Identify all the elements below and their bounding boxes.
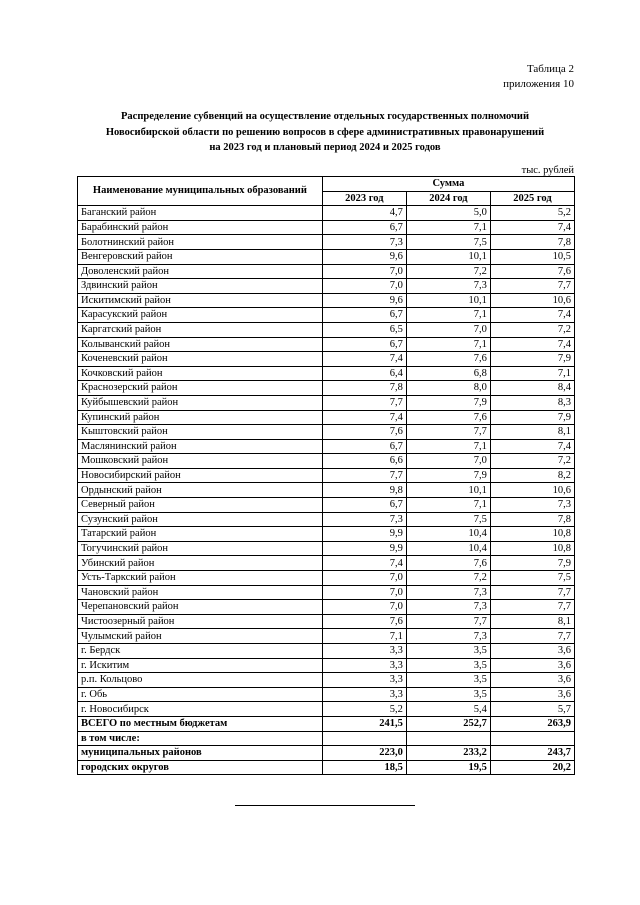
value-2023: 18,5 — [322, 760, 406, 775]
value-2024: 7,1 — [406, 220, 490, 235]
value-2025: 3,6 — [490, 644, 574, 659]
value-2025: 7,9 — [490, 410, 574, 425]
value-2023: 7,4 — [322, 556, 406, 571]
value-2023: 9,8 — [322, 483, 406, 498]
row-name: Кыштовский район — [78, 425, 323, 440]
row-name: Тогучинский район — [78, 541, 323, 556]
table-reference — [503, 62, 574, 92]
value-2025 — [490, 731, 574, 746]
row-name: г. Новосибирск — [78, 702, 323, 717]
value-2023: 3,3 — [322, 673, 406, 688]
value-2023: 9,9 — [322, 541, 406, 556]
row-name: Болотнинский район — [78, 235, 323, 250]
value-2024: 3,5 — [406, 687, 490, 702]
value-2024: 7,5 — [406, 235, 490, 250]
value-2025: 7,2 — [490, 454, 574, 469]
table-row — [78, 600, 575, 615]
value-2023: 241,5 — [322, 716, 406, 731]
row-name: Каргатский район — [78, 322, 323, 337]
table-row — [78, 585, 575, 600]
subsidy-table — [77, 176, 575, 775]
value-2023: 7,0 — [322, 571, 406, 586]
value-2023: 6,6 — [322, 454, 406, 469]
row-name: Карасукский район — [78, 308, 323, 323]
row-name: Куйбышевский район — [78, 395, 323, 410]
column-header-2024: 2024 год — [406, 191, 490, 206]
value-2025: 5,2 — [490, 206, 574, 221]
value-2023: 9,6 — [322, 293, 406, 308]
table-row — [78, 454, 575, 469]
value-2024: 7,2 — [406, 571, 490, 586]
value-2025: 7,5 — [490, 571, 574, 586]
value-2023: 7,4 — [322, 410, 406, 425]
value-2023: 7,1 — [322, 629, 406, 644]
appendix-number: приложения 10 — [503, 78, 574, 90]
table-body — [78, 206, 575, 775]
value-2024: 10,1 — [406, 483, 490, 498]
value-2025: 7,9 — [490, 352, 574, 367]
column-header-2023: 2023 год — [322, 191, 406, 206]
column-header-2025: 2025 год — [490, 191, 574, 206]
units-label: тыс. рублей — [521, 165, 574, 176]
table-row — [78, 702, 575, 717]
value-2023: 7,0 — [322, 264, 406, 279]
footnote-divider — [235, 805, 415, 806]
value-2024: 3,5 — [406, 658, 490, 673]
value-2025: 7,7 — [490, 585, 574, 600]
row-name: Купинский район — [78, 410, 323, 425]
value-2025: 3,6 — [490, 658, 574, 673]
table-row — [78, 249, 575, 264]
table-row — [78, 468, 575, 483]
row-name: р.п. Кольцово — [78, 673, 323, 688]
value-2024: 7,1 — [406, 308, 490, 323]
value-2025: 7,3 — [490, 498, 574, 513]
value-2024: 19,5 — [406, 760, 490, 775]
row-name: в том числе: — [78, 731, 323, 746]
column-header-sum: Сумма — [322, 177, 574, 192]
value-2024: 7,2 — [406, 264, 490, 279]
row-name: Коченевский район — [78, 352, 323, 367]
value-2023: 6,7 — [322, 308, 406, 323]
row-name: муниципальных районов — [78, 746, 323, 761]
value-2024: 7,3 — [406, 600, 490, 615]
value-2023: 7,8 — [322, 381, 406, 396]
row-name: Черепановский район — [78, 600, 323, 615]
value-2025: 10,5 — [490, 249, 574, 264]
value-2024: 7,9 — [406, 395, 490, 410]
row-name: Усть-Таркский район — [78, 571, 323, 586]
value-2025: 7,4 — [490, 220, 574, 235]
value-2024: 7,1 — [406, 337, 490, 352]
value-2024: 7,1 — [406, 498, 490, 513]
value-2025: 7,7 — [490, 279, 574, 294]
value-2023: 7,3 — [322, 512, 406, 527]
total-row — [78, 716, 575, 731]
row-name: Убинский район — [78, 556, 323, 571]
value-2024: 7,3 — [406, 585, 490, 600]
table-row — [78, 279, 575, 294]
document-title — [70, 109, 580, 156]
value-2023: 6,4 — [322, 366, 406, 381]
value-2023: 3,3 — [322, 687, 406, 702]
value-2024: 7,0 — [406, 322, 490, 337]
value-2025: 20,2 — [490, 760, 574, 775]
row-name: ВСЕГО по местным бюджетам — [78, 716, 323, 731]
value-2024: 7,3 — [406, 279, 490, 294]
value-2023: 3,3 — [322, 658, 406, 673]
value-2023: 6,5 — [322, 322, 406, 337]
value-2025: 7,4 — [490, 439, 574, 454]
value-2023: 7,0 — [322, 279, 406, 294]
value-2023: 7,6 — [322, 614, 406, 629]
row-name: Чулымский район — [78, 629, 323, 644]
value-2023 — [322, 731, 406, 746]
value-2024: 5,0 — [406, 206, 490, 221]
value-2024: 7,1 — [406, 439, 490, 454]
value-2024 — [406, 731, 490, 746]
value-2025: 3,6 — [490, 673, 574, 688]
value-2023: 9,9 — [322, 527, 406, 542]
value-2023: 6,7 — [322, 337, 406, 352]
table-row — [78, 206, 575, 221]
value-2023: 9,6 — [322, 249, 406, 264]
value-2024: 7,6 — [406, 556, 490, 571]
value-2025: 8,2 — [490, 468, 574, 483]
table-row — [78, 673, 575, 688]
title-line-1: Распределение субвенций на осуществление отдельных государственных полномочий — [121, 111, 529, 122]
table-row — [78, 235, 575, 250]
table-row — [78, 308, 575, 323]
value-2025: 3,6 — [490, 687, 574, 702]
value-2024: 7,3 — [406, 629, 490, 644]
value-2024: 252,7 — [406, 716, 490, 731]
table-row — [78, 527, 575, 542]
value-2025: 10,8 — [490, 527, 574, 542]
value-2024: 10,4 — [406, 541, 490, 556]
row-name: Маслянинский район — [78, 439, 323, 454]
value-2024: 10,4 — [406, 527, 490, 542]
value-2024: 3,5 — [406, 644, 490, 659]
table-row — [78, 556, 575, 571]
title-line-3: на 2023 год и плановый период 2024 и 2025 годов — [209, 142, 441, 153]
column-header-name: Наименование муниципальных образований — [78, 177, 323, 206]
value-2025: 7,8 — [490, 512, 574, 527]
value-2025: 7,2 — [490, 322, 574, 337]
table-row — [78, 220, 575, 235]
table-header — [78, 177, 575, 206]
value-2024: 7,7 — [406, 425, 490, 440]
row-name: городских округов — [78, 760, 323, 775]
value-2024: 3,5 — [406, 673, 490, 688]
table-row — [78, 644, 575, 659]
row-name: г. Искитим — [78, 658, 323, 673]
row-name: Мошковский район — [78, 454, 323, 469]
value-2025: 10,6 — [490, 293, 574, 308]
value-2024: 7,6 — [406, 410, 490, 425]
value-2023: 7,6 — [322, 425, 406, 440]
value-2024: 5,4 — [406, 702, 490, 717]
row-name: Северный район — [78, 498, 323, 513]
value-2025: 7,7 — [490, 629, 574, 644]
subtotal-row — [78, 760, 575, 775]
row-name: Здвинский район — [78, 279, 323, 294]
row-name: Кочковский район — [78, 366, 323, 381]
row-name: Чановский район — [78, 585, 323, 600]
row-name: Венгеровский район — [78, 249, 323, 264]
including-row — [78, 731, 575, 746]
title-line-2: Новосибирской области по решению вопросов в сфере административных правонарушений — [105, 126, 545, 138]
table-row — [78, 498, 575, 513]
value-2025: 5,7 — [490, 702, 574, 717]
value-2025: 8,4 — [490, 381, 574, 396]
value-2023: 7,0 — [322, 585, 406, 600]
subtotal-row — [78, 746, 575, 761]
table-row — [78, 571, 575, 586]
value-2023: 7,3 — [322, 235, 406, 250]
table-row — [78, 410, 575, 425]
table-row — [78, 439, 575, 454]
table-row — [78, 425, 575, 440]
value-2025: 7,4 — [490, 337, 574, 352]
value-2025: 10,6 — [490, 483, 574, 498]
row-name: Колыванский район — [78, 337, 323, 352]
row-name: Сузунский район — [78, 512, 323, 527]
row-name: Барабинский район — [78, 220, 323, 235]
table-row — [78, 512, 575, 527]
row-name: Доволенский район — [78, 264, 323, 279]
value-2025: 7,8 — [490, 235, 574, 250]
table-row — [78, 352, 575, 367]
table-row — [78, 322, 575, 337]
table-row — [78, 366, 575, 381]
table-row — [78, 483, 575, 498]
value-2025: 7,9 — [490, 556, 574, 571]
value-2023: 6,7 — [322, 439, 406, 454]
table-row — [78, 395, 575, 410]
value-2023: 5,2 — [322, 702, 406, 717]
table-row — [78, 658, 575, 673]
value-2023: 6,7 — [322, 220, 406, 235]
value-2023: 3,3 — [322, 644, 406, 659]
value-2023: 7,7 — [322, 395, 406, 410]
table-row — [78, 264, 575, 279]
value-2024: 8,0 — [406, 381, 490, 396]
value-2024: 10,1 — [406, 293, 490, 308]
table-row — [78, 541, 575, 556]
value-2023: 7,0 — [322, 600, 406, 615]
value-2025: 8,1 — [490, 614, 574, 629]
value-2024: 6,8 — [406, 366, 490, 381]
value-2024: 7,5 — [406, 512, 490, 527]
value-2025: 10,8 — [490, 541, 574, 556]
value-2025: 263,9 — [490, 716, 574, 731]
row-name: Новосибирский район — [78, 468, 323, 483]
row-name: г. Обь — [78, 687, 323, 702]
value-2025: 8,1 — [490, 425, 574, 440]
row-name: Искитимский район — [78, 293, 323, 308]
row-name: г. Бердск — [78, 644, 323, 659]
table-row — [78, 629, 575, 644]
value-2024: 10,1 — [406, 249, 490, 264]
value-2023: 6,7 — [322, 498, 406, 513]
table-row — [78, 687, 575, 702]
row-name: Татарский район — [78, 527, 323, 542]
row-name: Чистоозерный район — [78, 614, 323, 629]
table-row — [78, 337, 575, 352]
value-2023: 7,7 — [322, 468, 406, 483]
row-name: Ордынский район — [78, 483, 323, 498]
value-2024: 7,6 — [406, 352, 490, 367]
value-2024: 7,7 — [406, 614, 490, 629]
value-2025: 8,3 — [490, 395, 574, 410]
value-2025: 7,6 — [490, 264, 574, 279]
table-row — [78, 293, 575, 308]
value-2025: 7,1 — [490, 366, 574, 381]
value-2025: 243,7 — [490, 746, 574, 761]
value-2024: 7,0 — [406, 454, 490, 469]
table-row — [78, 614, 575, 629]
value-2025: 7,7 — [490, 600, 574, 615]
table-row — [78, 381, 575, 396]
row-name: Баганский район — [78, 206, 323, 221]
table-number: Таблица 2 — [526, 63, 574, 75]
row-name: Краснозерский район — [78, 381, 323, 396]
value-2024: 233,2 — [406, 746, 490, 761]
value-2023: 4,7 — [322, 206, 406, 221]
value-2024: 7,9 — [406, 468, 490, 483]
value-2023: 223,0 — [322, 746, 406, 761]
value-2023: 7,4 — [322, 352, 406, 367]
value-2025: 7,4 — [490, 308, 574, 323]
